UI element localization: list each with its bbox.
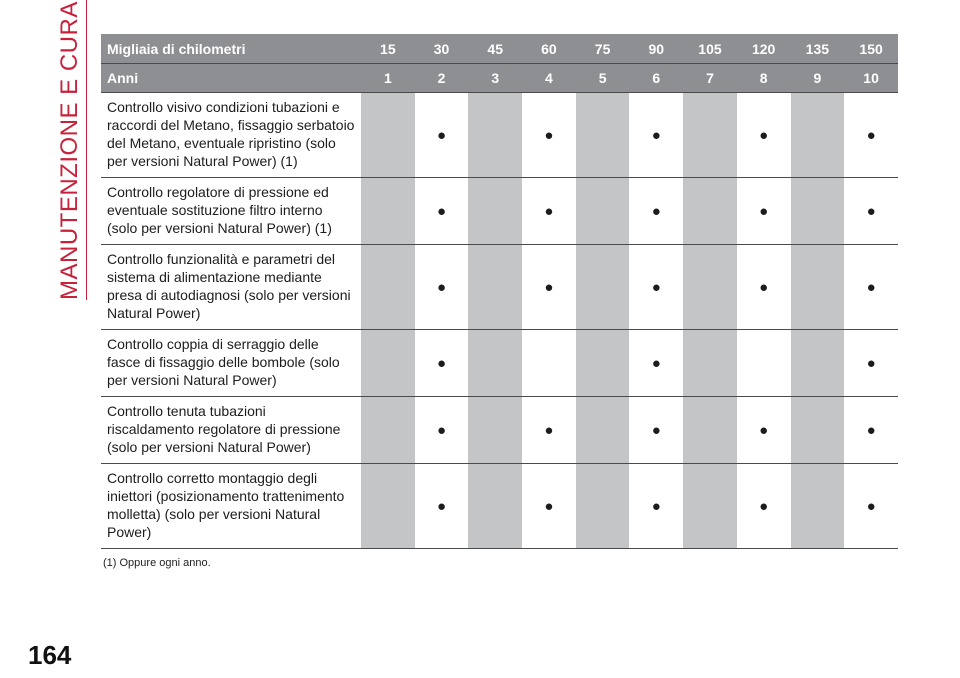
- check-cell: ●: [737, 397, 791, 464]
- km-header-cell: 150: [844, 34, 898, 64]
- years-header-label: Anni: [101, 64, 361, 93]
- km-header-row: [101, 34, 898, 64]
- km-header-cell: 75: [576, 34, 630, 64]
- check-cell: ●: [629, 245, 683, 330]
- check-cell: ●: [415, 93, 469, 178]
- check-cell: [361, 464, 415, 549]
- check-cell: [683, 330, 737, 397]
- years-header-cell: 3: [468, 64, 522, 93]
- check-cell: ●: [415, 464, 469, 549]
- check-cell: ●: [415, 178, 469, 245]
- check-cell: [791, 464, 845, 549]
- check-cell: ●: [844, 330, 898, 397]
- years-header-cell: 7: [683, 64, 737, 93]
- row-label: Controllo regolatore di pressione ed eventuale sostituzione filtro interno (solo per versioni Natural Power) (1): [101, 178, 361, 245]
- check-cell: ●: [737, 464, 791, 549]
- years-header-row: [101, 64, 898, 93]
- check-cell: [361, 93, 415, 178]
- check-cell: [791, 93, 845, 178]
- maintenance-table: [101, 34, 898, 549]
- check-cell: [737, 330, 791, 397]
- check-cell: ●: [629, 93, 683, 178]
- check-cell: ●: [415, 330, 469, 397]
- km-header-cell: 90: [629, 34, 683, 64]
- check-cell: [468, 464, 522, 549]
- check-cell: ●: [844, 397, 898, 464]
- check-cell: [468, 330, 522, 397]
- check-cell: ●: [415, 245, 469, 330]
- row-label: Controllo tenuta tubazioni riscaldamento regolatore di pressione (solo per versioni Natural Power): [101, 397, 361, 464]
- km-header-cell: 30: [415, 34, 469, 64]
- check-cell: ●: [522, 464, 576, 549]
- years-header-cell: 6: [629, 64, 683, 93]
- table-row: [101, 178, 898, 245]
- check-cell: ●: [522, 245, 576, 330]
- table-row: [101, 93, 898, 178]
- row-label: Controllo funzionalità e parametri del sistema di alimentazione mediante presa di autodiagnosi (solo per versioni Natural Power): [101, 245, 361, 330]
- row-label: Controllo visivo condizioni tubazioni e raccordi del Metano, fissaggio serbatoio del Metano, eventuale ripristino (solo per versioni Natural Power) (1): [101, 93, 361, 178]
- check-cell: [576, 245, 630, 330]
- check-cell: [683, 397, 737, 464]
- check-cell: ●: [522, 178, 576, 245]
- km-header-cell: 15: [361, 34, 415, 64]
- table-row: [101, 245, 898, 330]
- years-header-cell: 10: [844, 64, 898, 93]
- check-cell: [468, 178, 522, 245]
- years-header-cell: 9: [791, 64, 845, 93]
- km-header-cell: 45: [468, 34, 522, 64]
- years-header-cell: 8: [737, 64, 791, 93]
- check-cell: ●: [415, 397, 469, 464]
- check-cell: [683, 245, 737, 330]
- check-cell: ●: [844, 93, 898, 178]
- check-cell: [683, 93, 737, 178]
- check-cell: ●: [737, 178, 791, 245]
- check-cell: [361, 330, 415, 397]
- check-cell: ●: [522, 397, 576, 464]
- footnote: (1) Oppure ogni anno.: [103, 557, 211, 569]
- section-title: MANUTENZIONE E CURA: [56, 1, 83, 300]
- years-header-cell: 2: [415, 64, 469, 93]
- table-row: [101, 464, 898, 549]
- check-cell: [576, 397, 630, 464]
- years-header-cell: 4: [522, 64, 576, 93]
- km-header-cell: 105: [683, 34, 737, 64]
- check-cell: [361, 245, 415, 330]
- check-cell: [576, 93, 630, 178]
- years-header-cell: 1: [361, 64, 415, 93]
- km-header-cell: 60: [522, 34, 576, 64]
- check-cell: [468, 397, 522, 464]
- check-cell: ●: [629, 330, 683, 397]
- page-number: 164: [28, 640, 72, 670]
- check-cell: [683, 464, 737, 549]
- check-cell: ●: [737, 93, 791, 178]
- check-cell: [522, 330, 576, 397]
- check-cell: ●: [629, 397, 683, 464]
- km-header-label: Migliaia di chilometri: [101, 34, 361, 64]
- check-cell: ●: [844, 245, 898, 330]
- check-cell: [361, 178, 415, 245]
- check-cell: [791, 245, 845, 330]
- check-cell: [683, 178, 737, 245]
- check-cell: [468, 93, 522, 178]
- row-label: Controllo coppia di serraggio delle fasce di fissaggio delle bombole (solo per versioni Natural Power): [101, 330, 361, 397]
- table-row: [101, 397, 898, 464]
- check-cell: ●: [629, 178, 683, 245]
- check-cell: [361, 397, 415, 464]
- check-cell: [791, 178, 845, 245]
- check-cell: ●: [629, 464, 683, 549]
- check-cell: ●: [844, 178, 898, 245]
- check-cell: [791, 397, 845, 464]
- check-cell: [791, 330, 845, 397]
- check-cell: [576, 178, 630, 245]
- km-header-cell: 120: [737, 34, 791, 64]
- row-label: Controllo corretto montaggio degli iniettori (posizionamento trattenimento molletta) (solo per versioni Natural Power): [101, 464, 361, 549]
- check-cell: ●: [844, 464, 898, 549]
- years-header-cell: 5: [576, 64, 630, 93]
- check-cell: ●: [522, 93, 576, 178]
- check-cell: [468, 245, 522, 330]
- check-cell: ●: [737, 245, 791, 330]
- table-row: [101, 330, 898, 397]
- check-cell: [576, 464, 630, 549]
- check-cell: [576, 330, 630, 397]
- km-header-cell: 135: [791, 34, 845, 64]
